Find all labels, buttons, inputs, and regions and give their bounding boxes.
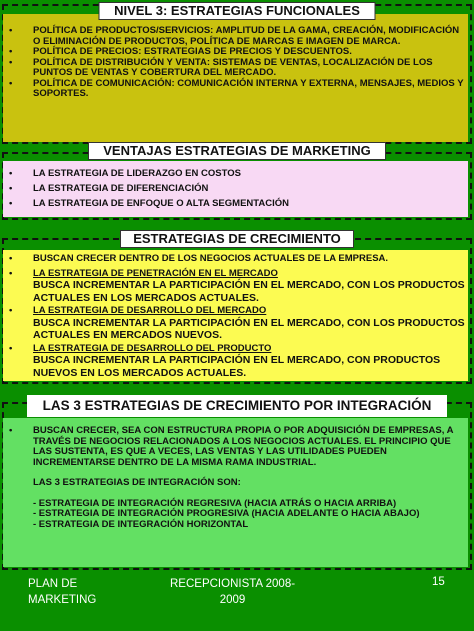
list-item bbox=[3, 269, 468, 307]
item-head: LA ESTRATEGIA DE DESARROLLO DEL PRODUCTO bbox=[33, 342, 272, 354]
section-4-title: LAS 3 ESTRATEGIAS DE CRECIMIENTO POR INTEGRACIÓN bbox=[27, 395, 447, 417]
list-item: • POLÍTICA DE PRECIOS: ESTRATEGIAS DE PRECIOS Y DESCUENTOS. bbox=[3, 47, 468, 58]
page-number: 15 bbox=[432, 576, 445, 588]
list-item: • POLÍTICA DE COMUNICACIÓN: COMUNICACIÓN INTERNA Y EXTERNA, MENSAJES, MEDIOS Y SOPORTES. bbox=[3, 79, 468, 100]
item-body: BUSCA INCREMENTAR LA PARTICIPACIÓN EN EL MERCADO, CON PRODUCTOS NUEVOS EN LOS MERCADOS ACTUALES. bbox=[33, 354, 441, 379]
section-1-box bbox=[3, 14, 468, 142]
item-head: LA ESTRATEGIA DE DESARROLLO DEL MERCADO bbox=[33, 305, 267, 316]
list-item: • LA ESTRATEGIA DE DIFERENCIACIÓN bbox=[3, 181, 468, 196]
list-item bbox=[3, 254, 468, 269]
section-2-box bbox=[3, 161, 468, 217]
list-item bbox=[3, 306, 468, 344]
list-item: • LA ESTRATEGIA DE LIDERAZGO EN COSTOS bbox=[3, 166, 468, 181]
integration-list-item: - ESTRATEGIA DE INTEGRACIÓN REGRESIVA (HACIA ATRÁS O HACIA ARRIBA) bbox=[33, 497, 397, 509]
footer-left bbox=[28, 576, 96, 608]
item-body: BUSCAN CRECER DENTRO DE LOS NEGOCIOS ACTUALES DE LA EMPRESA. bbox=[33, 253, 389, 264]
section-3-box bbox=[3, 250, 468, 381]
list-item: • LA ESTRATEGIA DE ENFOQUE O ALTA SEGMENTACIÓN bbox=[3, 196, 468, 211]
list-item: • BUSCAN CRECER, SEA CON ESTRUCTURA PROPIA O POR ADQUISICIÓN DE EMPRESAS, A TRAVÉS DE NEGOCIOS RELACIONADOS A LOS NEGOCIOS ACTUALES. EL PRINCIPIO QUE LAS SUSTENTA, ES QUE A VECES, LAS VENTAS Y LAS UTILIDADES PUEDEN INCREMENTARSE DENTRO DE LA MISMA RAMA INDUSTRIAL. bbox=[3, 426, 468, 468]
section-4-box bbox=[3, 418, 468, 567]
item-body: BUSCA INCREMENTAR LA PARTICIPACIÓN EN EL MERCADO, CON LOS PRODUCTOS ACTUALES EN MERCADOS NUEVOS. bbox=[33, 316, 465, 341]
integration-list-item: - ESTRATEGIA DE INTEGRACIÓN PROGRESIVA (HACIA ADELANTE O HACIA ABAJO) bbox=[33, 508, 420, 519]
footer-center-line: 2009 bbox=[219, 594, 246, 606]
footer-left-line: MARKETING bbox=[28, 594, 97, 606]
section-3-title: ESTRATEGIAS DE CRECIMIENTO bbox=[120, 230, 354, 248]
list-item bbox=[3, 344, 468, 380]
footer-center bbox=[170, 576, 295, 608]
item-body: BUSCA INCREMENTAR LA PARTICIPACIÓN EN EL MERCADO, CON LOS PRODUCTOS ACTUALES EN LOS MERCADOS ACTUALES. bbox=[33, 279, 465, 304]
list-item: • POLÍTICA DE PRODUCTOS/SERVICIOS: AMPLITUD DE LA GAMA, CREACIÓN, MODIFICACIÓN O ELIMINACIÓN DE PRODUCTOS, POLÍTICA DE MARCAS E IMAGEN DE MARCA. bbox=[3, 26, 468, 47]
integration-subtitle: LAS 3 ESTRATEGIAS DE INTEGRACIÓN SON: bbox=[33, 477, 241, 488]
list-item: • POLÍTICA DE DISTRIBUCIÓN Y VENTA: SISTEMAS DE VENTAS, LOCALIZACIÓN DE LOS PUNTOS DE VENTAS Y COBERTURA DEL MERCADO. bbox=[3, 58, 468, 79]
integration-list-item: - ESTRATEGIA DE INTEGRACIÓN HORIZONTAL bbox=[33, 518, 249, 530]
footer-left-line: PLAN DE bbox=[28, 578, 78, 590]
section-2-title: VENTAJAS ESTRATEGIAS DE MARKETING bbox=[88, 142, 386, 160]
item-head: LA ESTRATEGIA DE PENETRACIÓN EN EL MERCADO bbox=[33, 267, 278, 279]
footer-center-line: RECEPCIONISTA 2008- bbox=[170, 578, 296, 590]
section-1-title: NIVEL 3: ESTRATEGIAS FUNCIONALES bbox=[99, 2, 376, 20]
